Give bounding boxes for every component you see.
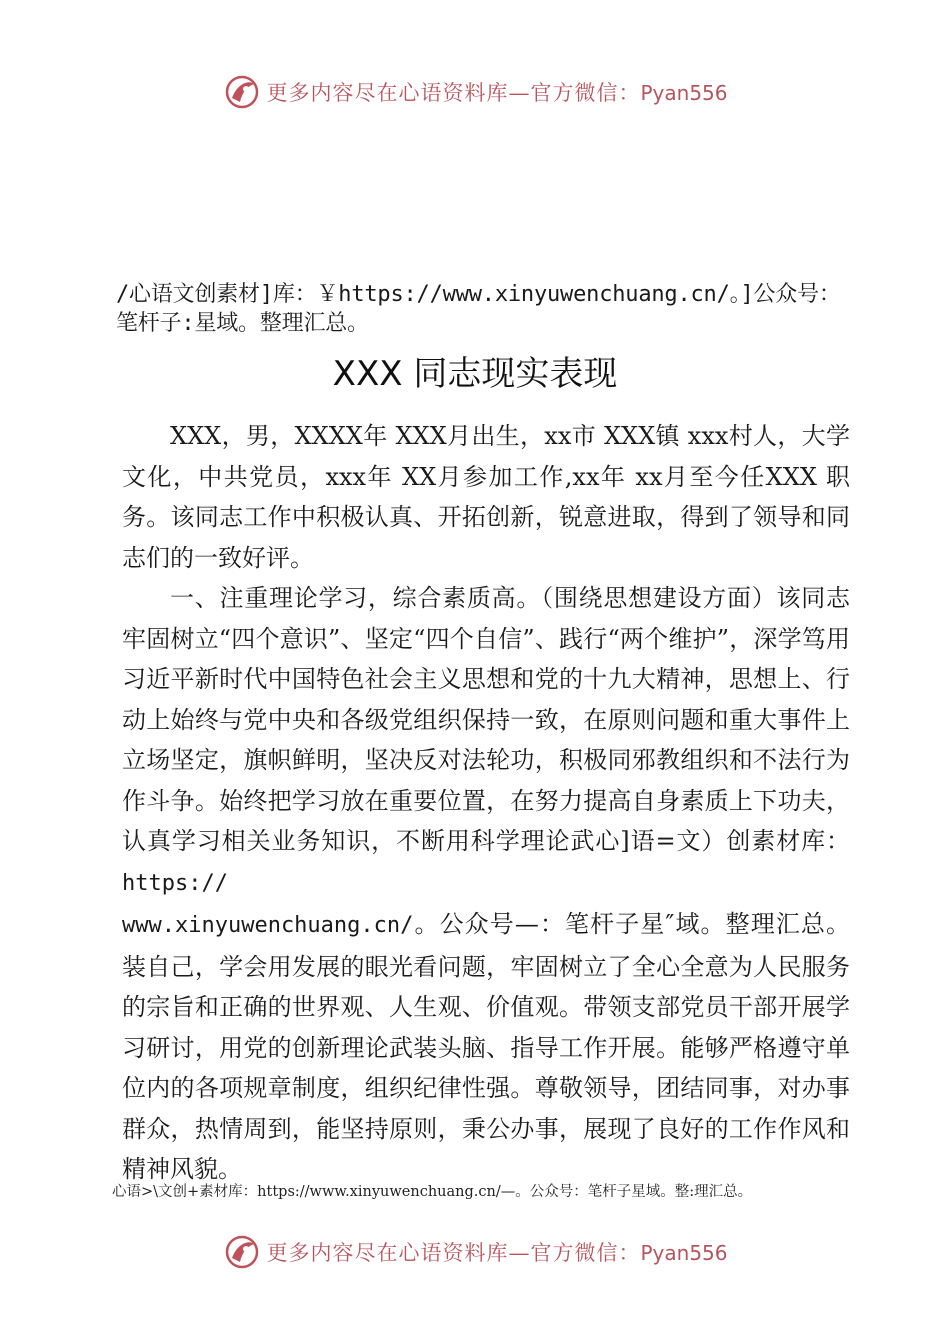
banner-text <box>266 77 727 107</box>
banner-text-cn: 更多内容尽在心语资料库—官方微信： <box>266 1241 641 1265</box>
source-watermark-top: /心语文创素材]库：￥https://www.xinyuwenchuang.cn/。]公众号：笔杆子:星域。整理汇总。 <box>116 282 841 336</box>
document-title: XXX 同志现实表现 <box>332 354 618 394</box>
banner-text-cn: 更多内容尽在心语资料库—官方微信： <box>266 81 641 105</box>
paragraph-intro: XXX，男，XXXX年 XXX月出生，xx市 XXX镇 xxx村人，大学文化，中共党员，xxx年 XX月参加工作,xx年 xx月至今任XXX 职务。该同志工作中积极认真、开拓创新，锐意进取，得到了领导和同志们的一致好评。 <box>122 422 850 572</box>
paragraph-section-1-text-b: 。公众号—：笔杆子星″域。整理汇总。装自己，学会用发展的眼光看问题，牢固树立了全心全意为人民服务的宗旨和正确的世界观、人生观、价值观。带领支部党员干部开展学习研讨，用党的创新理论武装头脑、指导工作开展。能够严格遵守单位内的各项规章制度，组织纪律性强。尊敬领导，团结同事，对办事群众，热情周到，能坚持原则，秉公办事，展现了良好的工作作风和精神风貌。 <box>122 910 850 1183</box>
logo-icon <box>222 72 262 112</box>
inline-url-part-1: https:// <box>122 870 228 896</box>
paragraph-section-1 <box>122 578 850 1190</box>
banner-wechat-id: Pyan556 <box>640 1241 728 1265</box>
logo-icon <box>222 1232 262 1272</box>
inline-url-part-2: www.xinyuwenchuang.cn/ <box>122 913 414 938</box>
banner-text <box>266 1237 727 1267</box>
source-watermark-bottom: 心语>\文创+素材库：https://www.xinyuwenchuang.cn/—。公众号：笔杆子星域。整:理汇总。 <box>112 1184 753 1200</box>
header-watermark-banner <box>0 70 950 114</box>
paragraph-section-1-text-a: 一、注重理论学习，综合素质高。（围绕思想建设方面）该同志牢固树立“四个意识”、坚定“四个自信”、践行“两个维护”，深学笃用习近平新时代中国特色社会主义思想和党的十九大精神，思想上、行动上始终与党中央和各级党组织保持一致，在原则问题和重大事件上立场坚定，旗帜鲜明，坚决反对法轮功，积极同邪教组织和不法行为作斗争。始终把学习放在重要位置，在努力提高自身素质上下功夫，认真学习相关业务知识，不断用科学理论武心]语=文）创素材库： <box>122 584 850 855</box>
banner-wechat-id: Pyan556 <box>640 81 728 105</box>
document-body <box>122 416 850 1190</box>
footer-watermark-banner <box>0 1230 950 1274</box>
